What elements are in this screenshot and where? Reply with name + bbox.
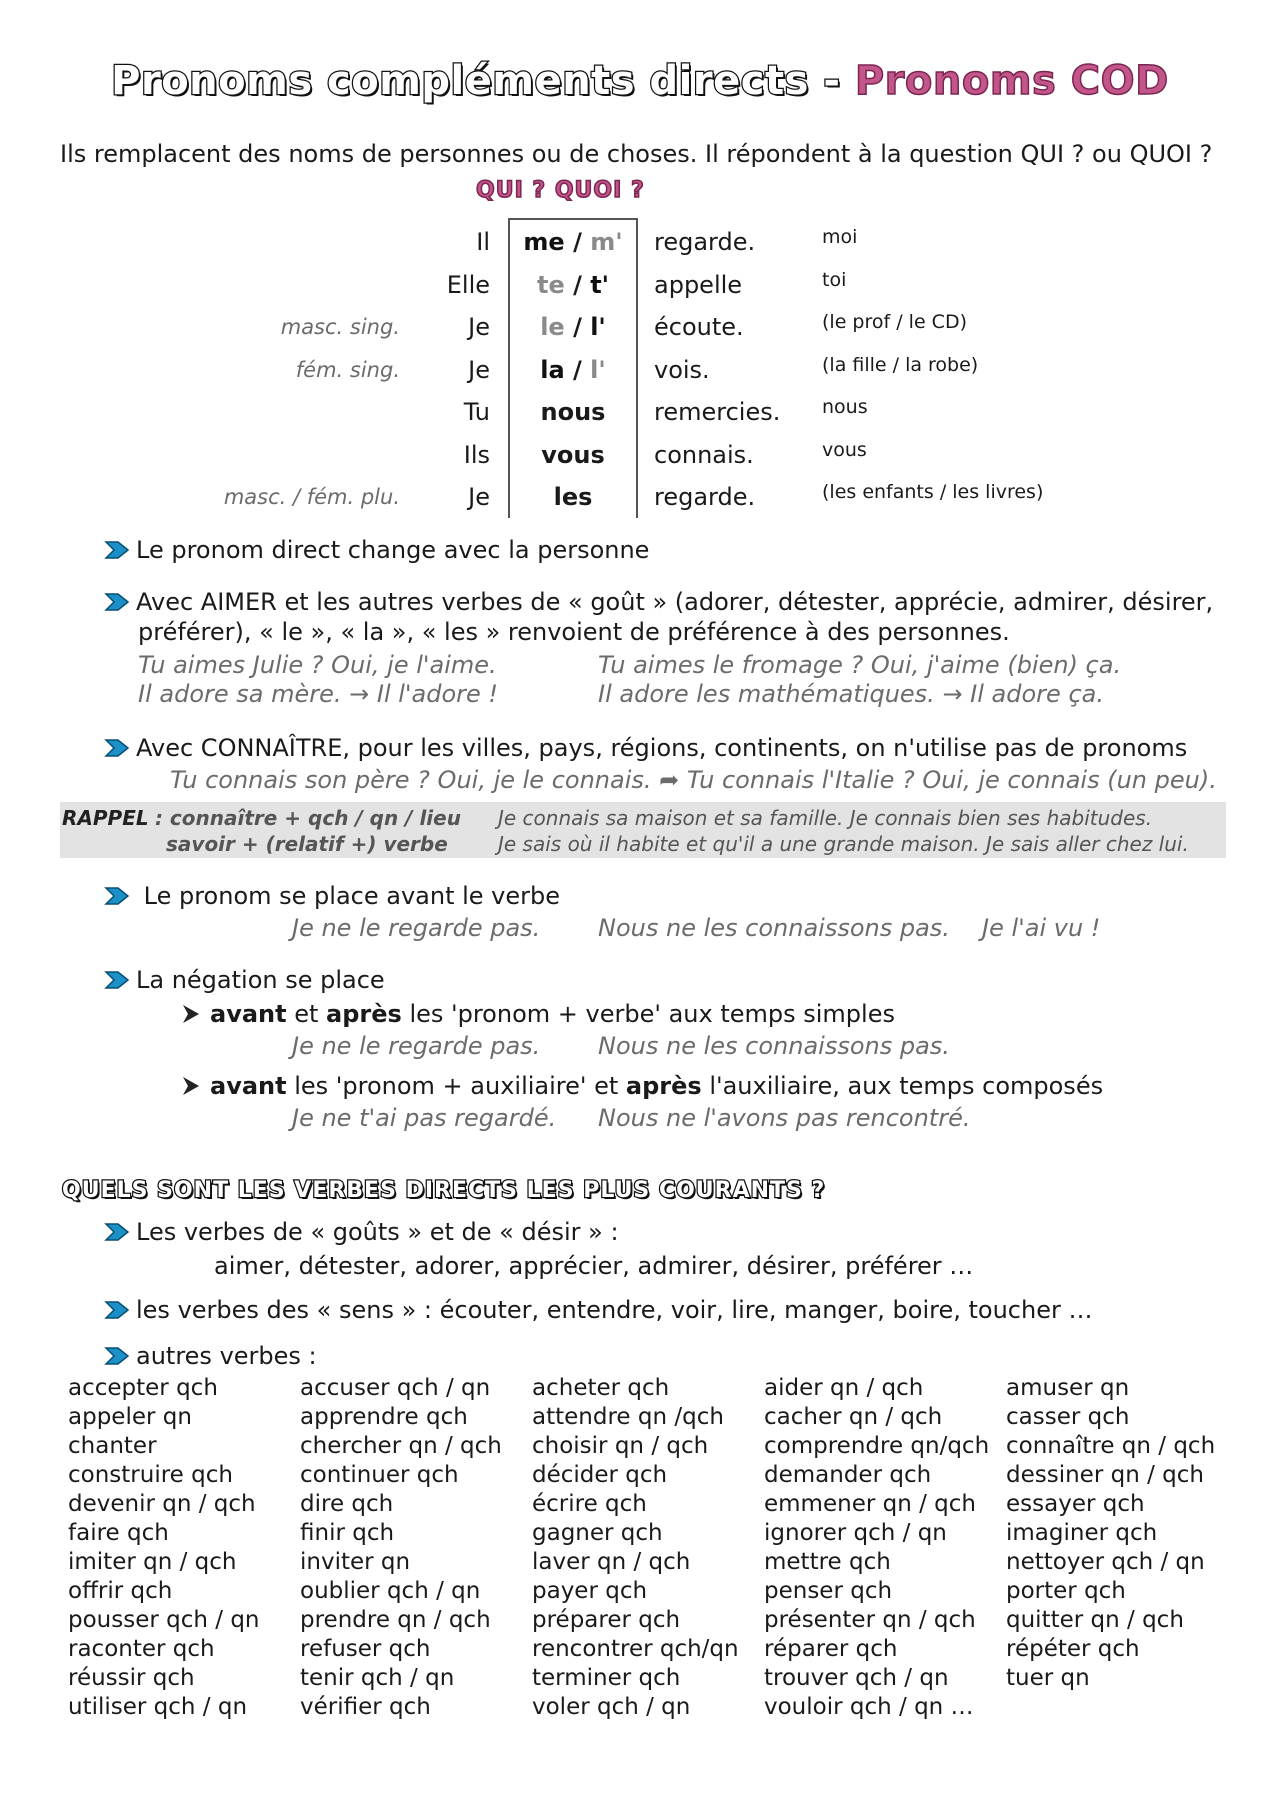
row-note: (la fille / la robe) [822, 353, 979, 376]
verb-item: construire qch [68, 1462, 233, 1488]
verb-column [532, 1374, 739, 1722]
page-title: Pronoms compléments directs - Pronoms COD [111, 58, 1169, 104]
rule-2-example: Il adore les mathématiques. → Il adore ça. [598, 680, 1104, 708]
row-subject: Ils [463, 440, 490, 469]
verb-item: quitter qn / qch [1006, 1607, 1184, 1633]
verb-item: tuer qn [1006, 1665, 1090, 1691]
verb-item: cacher qn / qch [764, 1404, 943, 1430]
row-subject: Tu [463, 398, 490, 426]
verb-item: porter qch [1006, 1578, 1126, 1604]
arrow-bullet-icon [104, 970, 130, 990]
verb-item: finir qch [300, 1520, 395, 1546]
section-heading: QUELS SONT LES VERBES DIRECTS LES PLUS COURANTS ? [62, 1178, 826, 1203]
verb-item: devenir qn / qch [68, 1491, 256, 1517]
rule-5: La négation se place [104, 966, 385, 994]
row-pronoun: vous [541, 440, 605, 469]
verb-item: appeler qn [68, 1404, 192, 1430]
intro-text: Ils remplacent des noms de personnes ou de choses. Il répondent à la question QUI ? ou QUOI ? [60, 140, 1213, 168]
rappel-example-1: Je connais sa maison et sa famille. Je connais bien ses habitudes. [498, 806, 1153, 830]
verb-column [764, 1374, 989, 1722]
verb-item: dessiner qn / qch [1006, 1462, 1204, 1488]
verb-item: vouloir qch / qn … [764, 1694, 974, 1720]
verb-item: comprendre qn/qch [764, 1433, 990, 1459]
row-note: (les enfants / les livres) [822, 481, 1044, 503]
rule-5a: avant et après les 'pronom + verbe' aux temps simples [180, 1000, 895, 1028]
title-highlight: Pronoms COD [854, 58, 1169, 104]
rule-4-example: Je l'ai vu ! [982, 914, 1101, 942]
verb-item: emmener qn / qch [764, 1491, 976, 1517]
verb-column [300, 1374, 502, 1722]
rule-5b-example: Nous ne l'avons pas rencontré. [598, 1104, 971, 1132]
verb-item: imaginer qch [1006, 1520, 1158, 1546]
verb-item: écrire qch [532, 1491, 647, 1517]
verb-item: attendre qn /qch [532, 1404, 724, 1430]
verb-item: apprendre qch [300, 1404, 468, 1430]
verb-item: oublier qch / qn [300, 1578, 481, 1604]
row-verb: regarde. [654, 228, 756, 256]
qui-quoi-label: QUI ? QUOI ? [476, 178, 645, 203]
row-pronoun: nous [540, 398, 606, 426]
row-label: masc. sing. [280, 315, 400, 339]
row-note: toi [822, 268, 847, 291]
row-verb: écoute. [654, 313, 744, 341]
rule-2-example: Tu aimes le fromage ? Oui, j'aime (bien) ça. [598, 651, 1122, 679]
verb-item: essayer qch [1006, 1491, 1145, 1517]
verb-item: réparer qch [764, 1636, 898, 1662]
chevron-right-icon [180, 1003, 202, 1025]
verb-item: répéter qch [1006, 1636, 1140, 1662]
rule-3: Avec CONNAÎTRE, pour les villes, pays, régions, continents, on n'utilise pas de pronoms [104, 734, 1187, 762]
row-pronoun: le / l' [540, 313, 606, 341]
verb-item: tenir qch / qn [300, 1665, 455, 1691]
verb-group-others: autres verbes : [104, 1342, 317, 1370]
verb-item: terminer qch [532, 1665, 681, 1691]
rule-2-example: Il adore sa mère. → Il l'adore ! [138, 680, 499, 708]
verb-column [1006, 1374, 1215, 1693]
verb-item: casser qch [1006, 1404, 1130, 1430]
verb-item: vérifier qch [300, 1694, 431, 1720]
row-verb: remercies. [654, 398, 781, 426]
verb-item: penser qch [764, 1578, 893, 1604]
verb-item: voler qch / qn [532, 1694, 691, 1720]
arrow-bullet-icon [104, 1346, 130, 1366]
verb-item: rencontrer qch/qn [532, 1636, 739, 1662]
verb-item: continuer qch [300, 1462, 459, 1488]
row-subject: Je [468, 483, 490, 511]
row-pronoun: me / m' [523, 228, 623, 256]
arrow-bullet-icon [104, 886, 130, 906]
verb-item: inviter qn [300, 1549, 411, 1575]
row-note: moi [822, 226, 858, 248]
rappel-example-2: Je sais où il habite et qu'il a une grande maison. Je sais aller chez lui. [498, 832, 1189, 856]
verb-item: mettre qch [764, 1549, 891, 1575]
rule-2: Avec AIMER et les autres verbes de « goût » (adorer, détester, apprécie, admirer, désirer, [104, 588, 1213, 616]
verb-item: réussir qch [68, 1665, 195, 1691]
verb-item: utiliser qch / qn [68, 1694, 248, 1720]
row-label: fém. sing. [295, 357, 400, 382]
verb-item: raconter qch [68, 1636, 215, 1662]
row-label: masc. / fém. plu. [223, 485, 400, 509]
verb-item: trouver qch / qn [764, 1665, 949, 1691]
verb-item: ignorer qch / qn [764, 1520, 947, 1546]
rule-1: Le pronom direct change avec la personne [104, 536, 649, 564]
verb-item: nettoyer qch / qn [1006, 1549, 1205, 1575]
chevron-right-icon [180, 1075, 202, 1097]
verb-item: chercher qn / qch [300, 1433, 502, 1459]
arrow-bullet-icon [104, 1222, 130, 1242]
rule-5a-example: Nous ne les connaissons pas. [598, 1032, 950, 1060]
verb-item: prendre qn / qch [300, 1607, 491, 1633]
verb-item: payer qch [532, 1578, 648, 1604]
row-verb: vois. [654, 355, 710, 384]
rule-4: Le pronom se place avant le verbe [104, 882, 560, 910]
rappel-line-1: RAPPEL : connaître + qch / qn / lieu [62, 806, 461, 830]
verb-item: choisir qn / qch [532, 1433, 709, 1459]
verb-item: accepter qch [68, 1375, 218, 1401]
row-note: (le prof / le CD) [822, 311, 967, 333]
verb-item: imiter qn / qch [68, 1549, 237, 1575]
arrow-bullet-icon [104, 592, 130, 612]
verb-item: faire qch [68, 1520, 169, 1546]
row-pronoun: te / t' [536, 270, 610, 299]
arrow-bullet-icon [104, 540, 130, 560]
verb-item: pousser qch / qn [68, 1607, 260, 1633]
verb-group-tastes: Les verbes de « goûts » et de « désir » : [104, 1218, 619, 1246]
rule-2-line-2: préférer), « le », « la », « les » renvoient de préférence à des personnes. [138, 618, 1010, 646]
verb-item: préparer qch [532, 1607, 681, 1633]
arrow-bullet-icon [104, 738, 130, 758]
row-note: vous [822, 438, 867, 461]
row-verb: connais. [654, 440, 754, 469]
verb-item: décider qch [532, 1462, 668, 1488]
row-subject: Je [468, 313, 490, 341]
verb-item: chanter [68, 1433, 157, 1459]
verb-item: offrir qch [68, 1578, 173, 1604]
verb-item: dire qch [300, 1491, 394, 1517]
rule-4-example: Je ne le regarde pas. [292, 914, 541, 942]
verb-item: refuser qch [300, 1636, 431, 1662]
row-verb: appelle [654, 270, 743, 299]
rule-5b-example: Je ne t'ai pas regardé. [292, 1104, 557, 1132]
verb-item: présenter qn / qch [764, 1607, 976, 1633]
verb-item: laver qn / qch [532, 1549, 691, 1575]
row-subject: Je [468, 355, 490, 384]
verb-item: demander qch [764, 1462, 932, 1488]
row-note: nous [822, 396, 868, 418]
arrow-bullet-icon [104, 1300, 130, 1320]
rule-5b: avant les 'pronom + auxiliaire' et après l'auxiliaire, aux temps composés [180, 1072, 1103, 1100]
verb-item: amuser qn [1006, 1375, 1130, 1401]
rule-2-example: Tu aimes Julie ? Oui, je l'aime. [138, 651, 497, 679]
verb-column [68, 1374, 260, 1722]
verb-group-tastes-list: aimer, détester, adorer, apprécier, admirer, désirer, préférer … [214, 1252, 974, 1280]
rule-5a-example: Je ne le regarde pas. [292, 1032, 541, 1060]
row-subject: Il [476, 228, 490, 256]
verb-item: gagner qch [532, 1520, 663, 1546]
verb-item: acheter qch [532, 1375, 670, 1401]
verb-item: connaître qn / qch [1006, 1433, 1216, 1459]
rule-3-example: Tu connais son père ? Oui, je le connais. ➦ Tu connais l'Italie ? Oui, je connais (un peu). [170, 766, 1217, 794]
verb-group-senses: les verbes des « sens » : écouter, entendre, voir, lire, manger, boire, toucher … [104, 1296, 1092, 1324]
verb-item: accuser qch / qn [300, 1375, 491, 1401]
rappel-line-2: savoir + (relatif +) verbe [166, 832, 448, 856]
rule-4-example: Nous ne les connaissons pas. [598, 914, 950, 942]
row-verb: regarde. [654, 483, 756, 511]
row-pronoun: les [553, 483, 593, 511]
row-subject: Elle [446, 270, 490, 299]
row-pronoun: la / l' [540, 355, 606, 384]
verb-item: aider qn / qch [764, 1375, 924, 1401]
